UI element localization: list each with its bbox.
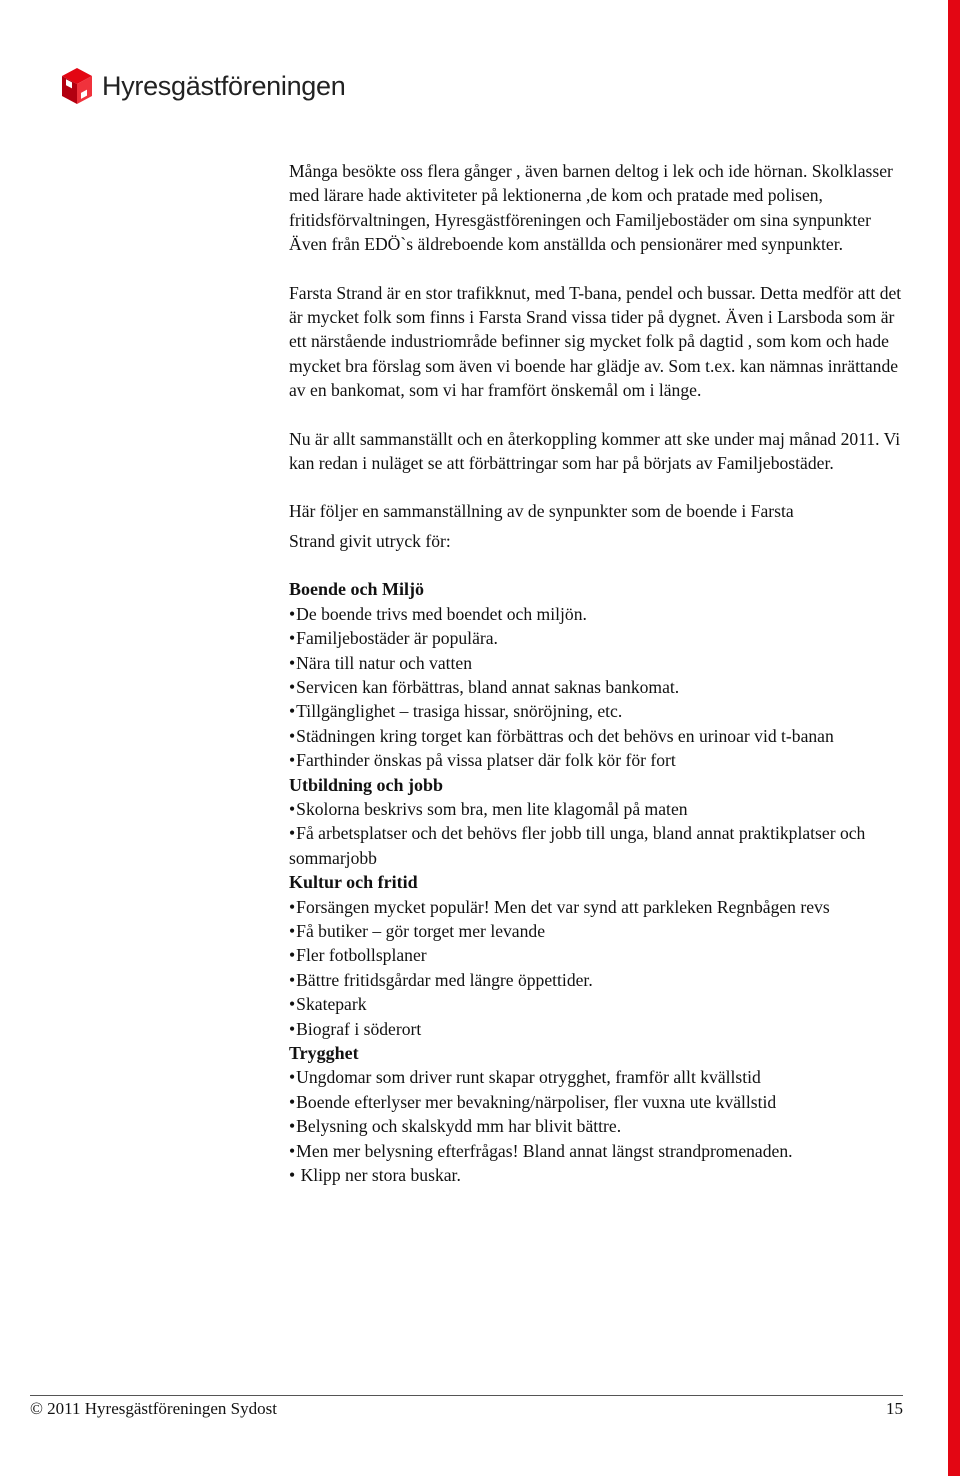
paragraph-summary-line-2: Strand givit utryck för:: [289, 530, 451, 551]
list-item: [289, 943, 909, 967]
bullet-icon: •: [289, 725, 296, 746]
bullet-icon: •: [289, 676, 296, 697]
bullet-icon: •: [289, 1116, 296, 1137]
list-item-text: Belysning och skalskydd mm har blivit bättre.: [296, 1116, 622, 1137]
document-body: [289, 159, 909, 1187]
list-item-text: Boende efterlyser mer bevakning/närpoliser, fler vuxna ute kvällstid: [296, 1091, 777, 1112]
list-item: [289, 1090, 909, 1114]
paragraph-summary-line-1: Här följer en sammanställning av de synpunkter som de boende i Farsta: [289, 501, 794, 522]
red-edge-bar: [948, 0, 960, 1476]
footer-copyright: © 2011 Hyresgästföreningen Sydost: [30, 1399, 277, 1418]
list-item-text: Fler fotbollsplaner: [296, 945, 427, 966]
bullet-icon: •: [289, 750, 296, 771]
section-heading: Utbildning och jobb: [289, 774, 444, 795]
bullet-icon: •: [289, 945, 296, 966]
list-item: [289, 797, 909, 821]
bullet-icon: •: [289, 701, 296, 722]
list-item: [289, 602, 909, 626]
logo-icon: [60, 66, 94, 106]
list-item-text: De boende trivs med boendet och miljön.: [296, 603, 587, 624]
list-item: [289, 651, 909, 675]
list-item: [289, 626, 909, 650]
list-item-text: Ungdomar som driver runt skapar otrygghet, framför allt kvällstid: [296, 1067, 761, 1088]
list-item: [289, 821, 909, 870]
bullet-icon: •: [289, 1091, 296, 1112]
list-item-text: Men mer belysning efterfrågas! Bland annat längst strandpromenaden.: [296, 1140, 793, 1161]
intro-paragraph: Många besökte oss flera gånger , även barnen deltog i lek och ide hörnan. Skolklasser med lärare hade aktiviteter på lektionerna ,de kom och pratade med polisen, fritidsförvaltningen, Hyresgästföreningen och Familjebostäder om sina synpunkter Även från EDÖ`s äldreboende kom anställda och pensionärer med synpunkter.: [289, 161, 893, 255]
list-item-text: Få butiker – gör torget mer levande: [296, 920, 546, 941]
list-item-text: Farthinder önskas på vissa platser där folk kör för fort: [296, 750, 676, 771]
bullet-icon: •: [289, 1018, 296, 1039]
list-item-text: Få arbetsplatser och det behövs fler jobb till unga, bland annat praktikplatser och sommarjobb: [289, 823, 866, 868]
bullet-icon: •: [289, 603, 296, 624]
list-item-text: Bättre fritidsgårdar med längre öppettider.: [296, 969, 593, 990]
bullet-icon: •: [289, 994, 296, 1015]
bullet-icon: •: [289, 798, 296, 819]
bullet-list: [289, 797, 909, 870]
section-heading: Trygghet: [289, 1043, 359, 1063]
list-item-text: Skolorna beskrivs som bra, men lite klagomål på maten: [296, 798, 688, 819]
paragraph-traffic: Farsta Strand är en stor trafikknut, med T-bana, pendel och bussar. Detta medför att det är mycket folk som finns i Farsta Srand vissa tider på dygnet. Även i Larsboda som är ett närstående industriområde befinner sig mycket folk på dagtid , som kom och hade mycket bra förslag som även vi boende har glädje av. Som t.ex. kan nämnas inrättande av en bankomat, som vi har framfört önskemål om i länge.: [289, 282, 902, 401]
list-item: [289, 1114, 909, 1138]
page-footer: [30, 1395, 903, 1419]
list-item-text: Forsängen mycket populär! Men det var synd att parkleken Regnbågen revs: [296, 896, 830, 917]
list-item: [289, 675, 909, 699]
list-item: [289, 699, 909, 723]
bullet-icon: •: [289, 652, 296, 673]
list-item: [289, 748, 909, 772]
list-item: [289, 724, 909, 748]
list-item-text: Biograf i söderort: [296, 1018, 422, 1039]
list-item: [289, 1163, 909, 1187]
list-item: [289, 968, 909, 992]
list-item-text: Städningen kring torget kan förbättras och det behövs en urinoar vid t-banan: [296, 725, 834, 746]
sections: [289, 577, 909, 1187]
list-item: [289, 992, 909, 1016]
list-item-text: Nära till natur och vatten: [296, 652, 473, 673]
list-item-text: Familjebostäder är populära.: [296, 628, 498, 649]
bullet-icon: •: [289, 1067, 296, 1088]
bullet-list: [289, 602, 909, 773]
bullet-icon: •: [289, 1140, 296, 1161]
bullet-list: [289, 895, 909, 1041]
bullet-icon: •: [289, 969, 296, 990]
bullet-icon: •: [289, 823, 296, 844]
list-item-text: Tillgänglighet – trasiga hissar, snöröjning, etc.: [296, 701, 623, 722]
paragraph-feedback: Nu är allt sammanställt och en återkoppling kommer att ske under maj månad 2011. Vi kan redan i nuläget se att förbättringar som har på börjats av Familjebostäder.: [289, 428, 901, 474]
footer-page-number: 15: [886, 1399, 903, 1418]
list-item: [289, 1017, 909, 1041]
list-item-text: Servicen kan förbättras, bland annat saknas bankomat.: [296, 676, 680, 697]
list-item-text: Skatepark: [296, 994, 367, 1015]
list-item: [289, 1065, 909, 1089]
list-item: [289, 919, 909, 943]
section-heading: Boende och Miljö: [289, 579, 424, 600]
logo-text: Hyresgästföreningen: [102, 70, 346, 101]
bullet-icon: •: [289, 1165, 296, 1186]
list-item: [289, 895, 909, 919]
list-item: [289, 1139, 909, 1163]
bullet-icon: •: [289, 920, 296, 941]
section-heading: Kultur och fritid: [289, 872, 418, 893]
logo: [60, 64, 345, 108]
bullet-list: [289, 1065, 909, 1187]
list-item-text: Klipp ner stora buskar.: [296, 1165, 461, 1186]
bullet-icon: •: [289, 896, 296, 917]
bullet-icon: •: [289, 628, 296, 649]
